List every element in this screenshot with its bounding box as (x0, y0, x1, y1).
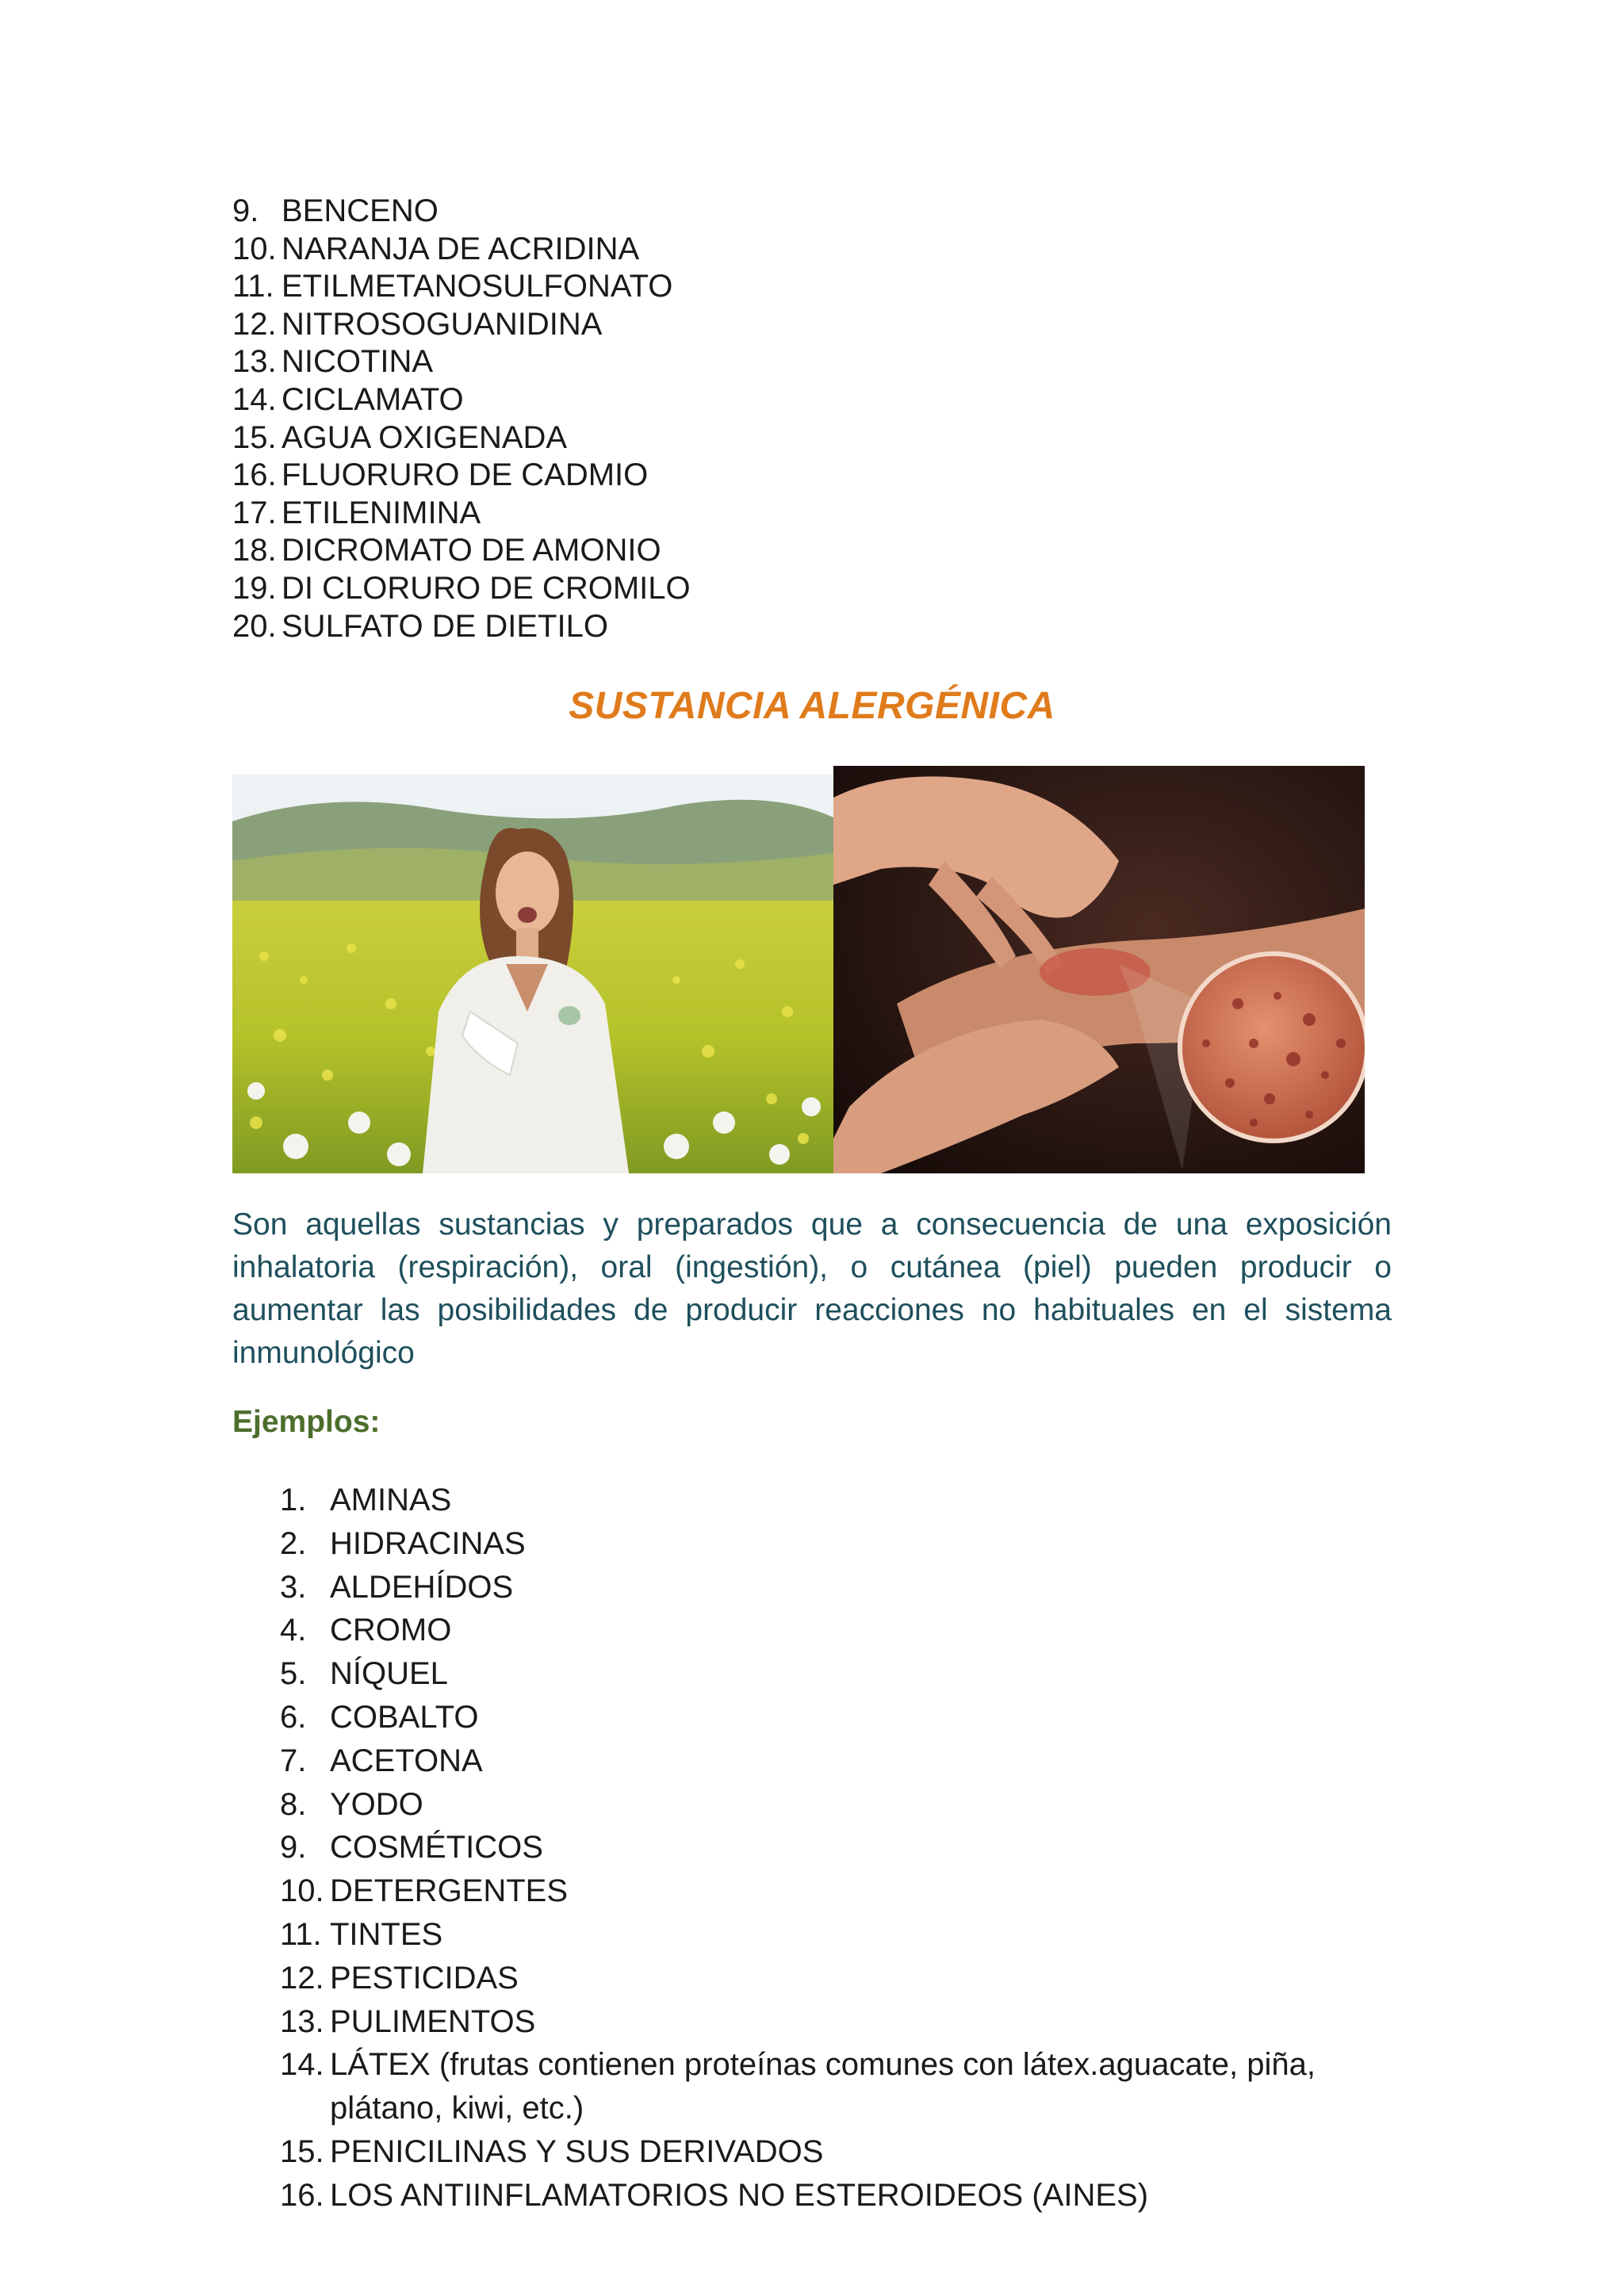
list-item (280, 1566, 1392, 1609)
item-text: COBALTO (330, 1699, 479, 1735)
item-number: 1. (280, 1483, 307, 1517)
item-text: AMINAS (330, 1483, 452, 1517)
item-number: 6. (280, 1699, 307, 1735)
list-item (232, 532, 691, 570)
sneezing-woman-photo (232, 774, 833, 1173)
item-text: DETERGENTES (330, 1873, 569, 1909)
item-text: COSMÉTICOS (330, 1830, 543, 1866)
item-text: ETILMETANOSULFONATO (282, 269, 673, 304)
item-number: 9. (232, 193, 259, 228)
item-number: 11. (280, 1916, 322, 1952)
item-number: 15. (232, 419, 277, 455)
item-number: 14. (232, 381, 277, 417)
item-text: SULFATO DE DIETILO (282, 608, 608, 644)
list-item (280, 1609, 1392, 1652)
continued-mutagen-list (232, 193, 691, 645)
item-number: 13. (232, 344, 277, 380)
list-item (280, 1913, 1392, 1957)
item-text: NITROSOGUANIDINA (282, 306, 603, 342)
item-text: TINTES (330, 1916, 443, 1952)
item-text: CICLAMATO (282, 381, 464, 417)
item-number: 2. (280, 1525, 307, 1561)
item-text: YODO (330, 1786, 423, 1822)
item-number: 13. (280, 2003, 324, 2039)
item-text: FLUORURO DE CADMIO (282, 457, 649, 493)
list-item (232, 343, 691, 381)
item-text: HIDRACINAS (330, 1525, 526, 1561)
item-text: NÍQUEL (330, 1656, 448, 1692)
item-text: LOS ANTIINFLAMATORIOS NO ESTEROIDEOS (AINES) (330, 2177, 1149, 2213)
allergen-examples-list (280, 1479, 1392, 2218)
list-item (280, 1652, 1392, 1696)
item-number: 8. (280, 1786, 307, 1822)
examples-label: Ejemplos: (232, 1405, 381, 1439)
list-item (232, 495, 691, 533)
item-number: 11. (232, 269, 274, 304)
list-item (232, 268, 691, 306)
item-text: AGUA OXIGENADA (282, 419, 568, 455)
list-item (280, 1869, 1392, 1913)
item-text: CROMO (330, 1613, 452, 1648)
list-item (232, 608, 691, 646)
skin-rash-photo (833, 766, 1365, 1173)
item-text: DI CLORURO DE CROMILO (282, 570, 691, 606)
list-item (280, 2043, 1392, 2130)
list-item (280, 1479, 1392, 1522)
list-item (280, 1696, 1392, 1739)
list-item (232, 457, 691, 495)
list-item (280, 1783, 1392, 1827)
item-number: 10. (280, 1873, 324, 1909)
item-text: PULIMENTOS (330, 2003, 536, 2039)
item-text: PESTICIDAS (330, 1960, 519, 1996)
list-item (232, 419, 691, 457)
item-number: 12. (232, 306, 277, 342)
list-item (232, 570, 691, 608)
item-number: 19. (232, 570, 277, 606)
item-number: 3. (280, 1569, 307, 1605)
allergen-description: Son aquellas sustancias y preparados que a consecuencia de una exposición inhalatoria (respiración), oral (ingestión), o cutánea (piel) pueden producir o aumentar las posibilidades de producir reacciones no habituales en el sistema inmunológico (232, 1207, 1392, 1370)
item-text: DICROMATO DE AMONIO (282, 533, 661, 568)
item-text: ALDEHÍDOS (330, 1569, 514, 1605)
list-item (280, 1826, 1392, 1869)
item-number: 14. (280, 2047, 324, 2083)
list-item (232, 306, 691, 344)
list-item (280, 2130, 1392, 2174)
list-item (280, 1739, 1392, 1783)
item-number: 18. (232, 533, 277, 568)
item-number: 7. (280, 1743, 307, 1778)
list-item (280, 1957, 1392, 2000)
item-number: 16. (232, 457, 277, 493)
section-title: SUSTANCIA ALERGÉNICA (569, 685, 1055, 727)
item-text: NICOTINA (282, 344, 434, 380)
item-number: 20. (232, 608, 277, 644)
item-number: 9. (280, 1830, 307, 1866)
list-item (232, 231, 691, 269)
list-item (232, 381, 691, 419)
item-number: 16. (280, 2177, 324, 2213)
list-item (232, 193, 691, 231)
item-text: BENCENO (282, 193, 439, 228)
item-number: 15. (280, 2133, 324, 2169)
item-number: 12. (280, 1960, 324, 1996)
item-text: ETILENIMINA (282, 495, 481, 530)
item-number: 10. (232, 231, 277, 266)
item-text: NARANJA DE ACRIDINA (282, 231, 640, 266)
item-number: 5. (280, 1656, 307, 1692)
list-item (280, 2174, 1392, 2218)
item-text: PENICILINAS Y SUS DERIVADOS (330, 2133, 824, 2169)
list-item (280, 1522, 1392, 1566)
item-text: LÁTEX (frutas contienen proteínas comunes con látex.aguacate, piña, plátano, kiwi, etc.) (330, 2047, 1316, 2126)
item-text: ACETONA (330, 1743, 483, 1778)
item-number: 4. (280, 1613, 307, 1648)
list-item (280, 2000, 1392, 2044)
item-number: 17. (232, 495, 277, 530)
